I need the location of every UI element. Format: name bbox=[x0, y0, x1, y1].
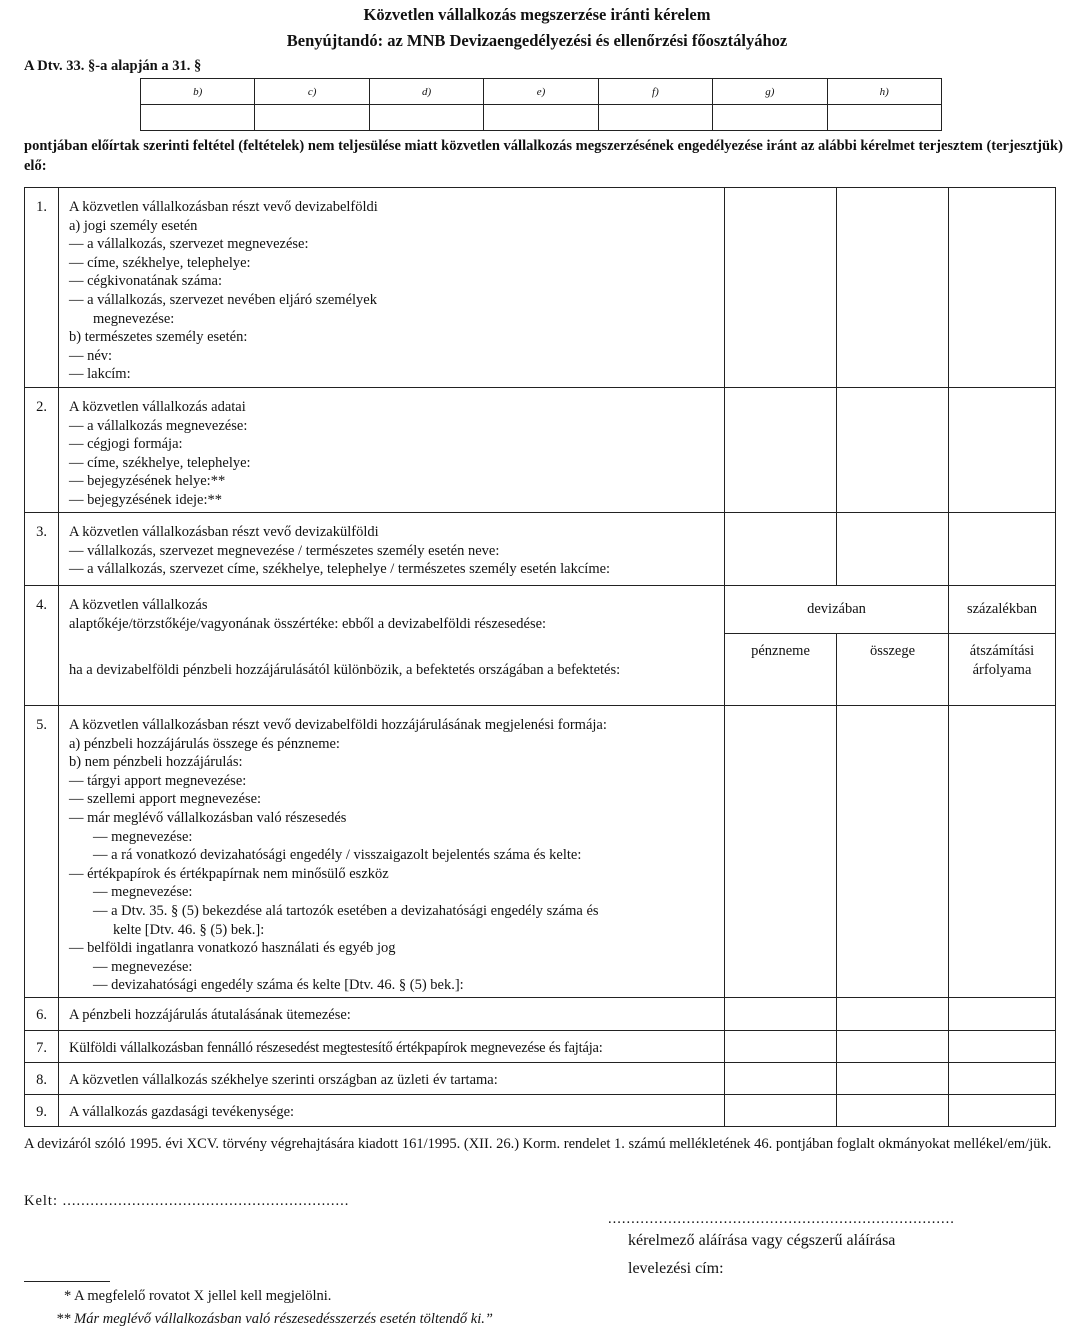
kelt-field[interactable]: Kelt: .............................................................. bbox=[24, 1193, 350, 1209]
input-cell[interactable] bbox=[949, 1062, 1056, 1094]
point-label: e) bbox=[484, 79, 598, 105]
input-cell[interactable] bbox=[725, 997, 837, 1030]
signature-line[interactable]: ........................................................................... bbox=[608, 1211, 955, 1227]
input-cell[interactable] bbox=[837, 997, 949, 1030]
row-number: 4. bbox=[25, 586, 59, 706]
input-cell[interactable] bbox=[949, 188, 1056, 388]
input-cell[interactable] bbox=[725, 388, 837, 513]
input-cell[interactable] bbox=[949, 1030, 1056, 1062]
input-cell[interactable] bbox=[949, 706, 1056, 998]
row-text: A közvetlen vállalkozásban részt vevő devizakülföldi — vállalkozás, szervezet megnevezése / természetes személy esetén neve: — a vállalkozás, szervezet címe, székhelye, telephelye / természetes személy esetén lakcíme: bbox=[59, 513, 725, 586]
application-table bbox=[24, 187, 1056, 1127]
input-cell[interactable] bbox=[725, 1094, 837, 1126]
address-label: levelezési cím: bbox=[628, 1260, 724, 1277]
row-number: 7. bbox=[25, 1030, 59, 1062]
point-checkbox-g[interactable] bbox=[713, 105, 827, 131]
point-label: c) bbox=[255, 79, 369, 105]
row-number: 6. bbox=[25, 997, 59, 1030]
point-checkbox-f[interactable] bbox=[598, 105, 712, 131]
row-5 bbox=[25, 706, 1056, 998]
row-text: A közvetlen vállalkozásban részt vevő devizabelföldi hozzájárulásának megjelenési formája: a) pénzbeli hozzájárulás összege és pénzneme: b) nem pénzbeli hozzájárulás: — tárgyi apport megnevezése: — szellemi apport megnevezése: — már meglévő vállalkozásban való részesedés — megnevezése: — a rá vonatkozó devizahatósági engedély / visszaigazolt bejelentés száma és kelte: — értékpapírok és értékpapírnak nem minősülő eszköz — megnevezése: — a Dtv. 35. § (5) bekezdése alá tartozók esetében a devizahatósági engedély száma és kelte [Dtv. 46. § (5) bek.]: — belföldi ingatlanra vonatkozó használati és egyéb jog — megnevezése: — devizahatósági engedély száma és kelte [Dtv. 46. § (5) bek.]: bbox=[59, 706, 725, 998]
footnote-1: * A megfelelő rovatot X jellel kell megjelölni. bbox=[64, 1288, 332, 1304]
input-cell[interactable] bbox=[837, 1094, 949, 1126]
row-4-top bbox=[25, 586, 1056, 634]
header-penzneme: pénzneme bbox=[725, 634, 837, 706]
header-devizaban: devizában bbox=[725, 586, 949, 634]
row-number: 2. bbox=[25, 388, 59, 513]
row-8 bbox=[25, 1062, 1056, 1094]
input-cell[interactable] bbox=[725, 706, 837, 998]
input-cell[interactable] bbox=[837, 706, 949, 998]
attachments-note: A devizáról szóló 1995. évi XCV. törvény végrehajtására kiadott 161/1995. (XII. 26.) Korm. rendelet 1. számú mellékletének 46. pontjában foglalt okmányokat mellékel/em/jük. bbox=[24, 1136, 1052, 1152]
point-checkbox-b[interactable] bbox=[141, 105, 255, 131]
points-table bbox=[140, 78, 942, 131]
row-text: Külföldi vállalkozásban fennálló részesedést megtestesítő értékpapírok megnevezése és fajtája: bbox=[59, 1030, 725, 1062]
row-1 bbox=[25, 188, 1056, 388]
point-checkbox-h[interactable] bbox=[827, 105, 941, 131]
point-label: f) bbox=[598, 79, 712, 105]
row-number: 3. bbox=[25, 513, 59, 586]
input-cell[interactable] bbox=[949, 997, 1056, 1030]
signature-label: kérelmező aláírása vagy cégszerű aláírása bbox=[628, 1232, 896, 1249]
row-text: A közvetlen vállalkozás adatai — a vállalkozás megnevezése: — cégjogi formája: — címe, székhelye, telephelye: — bejegyzésének helye:** — bejegyzésének ideje:** bbox=[59, 388, 725, 513]
point-checkbox-d[interactable] bbox=[369, 105, 483, 131]
input-cell[interactable] bbox=[837, 513, 949, 586]
row-2 bbox=[25, 388, 1056, 513]
intro-text: pontjában előírtak szerinti feltétel (feltételek) nem teljesülése miatt közvetlen vállalkozás megszerzésének engedélyezése iránt az alábbi kérelmet terjesztem (terjesztjük) elő: bbox=[24, 138, 1063, 174]
row-number: 8. bbox=[25, 1062, 59, 1094]
row-text: A közvetlen vállalkozás alaptőkéje/törzstőkéje/vagyonának összértéke: ebből a devizabelföldi részesedése: ha a devizabelföldi pénzbeli hozzájárulásától különbözik, a befektetés országában a befektetés: bbox=[59, 586, 725, 706]
row-number: 5. bbox=[25, 706, 59, 998]
footnote-divider bbox=[24, 1281, 110, 1282]
row-6 bbox=[25, 997, 1056, 1030]
input-cell[interactable] bbox=[837, 1030, 949, 1062]
point-checkbox-e[interactable] bbox=[484, 105, 598, 131]
input-cell[interactable] bbox=[949, 513, 1056, 586]
row-text: A közvetlen vállalkozásban részt vevő devizabelföldi a) jogi személy esetén — a vállalkozás, szervezet megnevezése: — címe, székhelye, telephelye: — cégkivonatának száma: — a vállalkozás, szervezet nevében eljáró személyek megnevezése: b) természetes személy esetén: — név: — lakcím: bbox=[59, 188, 725, 388]
point-label: b) bbox=[141, 79, 255, 105]
input-cell[interactable] bbox=[949, 1094, 1056, 1126]
form-subtitle: Benyújtandó: az MNB Devizaengedélyezési és ellenőrzési főosztályához bbox=[286, 31, 788, 50]
header-osszege: összege bbox=[837, 634, 949, 706]
point-checkbox-c[interactable] bbox=[255, 105, 369, 131]
legal-basis: A Dtv. 33. §-a alapján a 31. § bbox=[24, 58, 202, 74]
input-cell[interactable] bbox=[949, 388, 1056, 513]
point-label: g) bbox=[713, 79, 827, 105]
input-cell[interactable] bbox=[837, 388, 949, 513]
input-cell[interactable] bbox=[725, 1030, 837, 1062]
point-label: h) bbox=[827, 79, 941, 105]
input-cell[interactable] bbox=[725, 513, 837, 586]
form-title: Közvetlen vállalkozás megszerzése iránti kérelem bbox=[363, 5, 711, 24]
row-text: A vállalkozás gazdasági tevékenysége: bbox=[59, 1094, 725, 1126]
row-9 bbox=[25, 1094, 1056, 1126]
point-label: d) bbox=[369, 79, 483, 105]
row-number: 1. bbox=[25, 188, 59, 388]
row-text: A pénzbeli hozzájárulás átutalásának ütemezése: bbox=[59, 997, 725, 1030]
row-text: A közvetlen vállalkozás székhelye szerinti országban az üzleti év tartama: bbox=[59, 1062, 725, 1094]
input-cell[interactable] bbox=[725, 1062, 837, 1094]
header-szazalekban: százalékban bbox=[949, 586, 1056, 634]
footnote-2: ** Már meglévő vállalkozásban való részesedésszerzés esetén töltendő ki.” bbox=[56, 1311, 493, 1327]
input-cell[interactable] bbox=[837, 1062, 949, 1094]
row-3 bbox=[25, 513, 1056, 586]
input-cell[interactable] bbox=[725, 188, 837, 388]
input-cell[interactable] bbox=[837, 188, 949, 388]
header-atszamitasi-arfolyama: átszámítási árfolyama bbox=[949, 634, 1056, 706]
row-number: 9. bbox=[25, 1094, 59, 1126]
row-7 bbox=[25, 1030, 1056, 1062]
